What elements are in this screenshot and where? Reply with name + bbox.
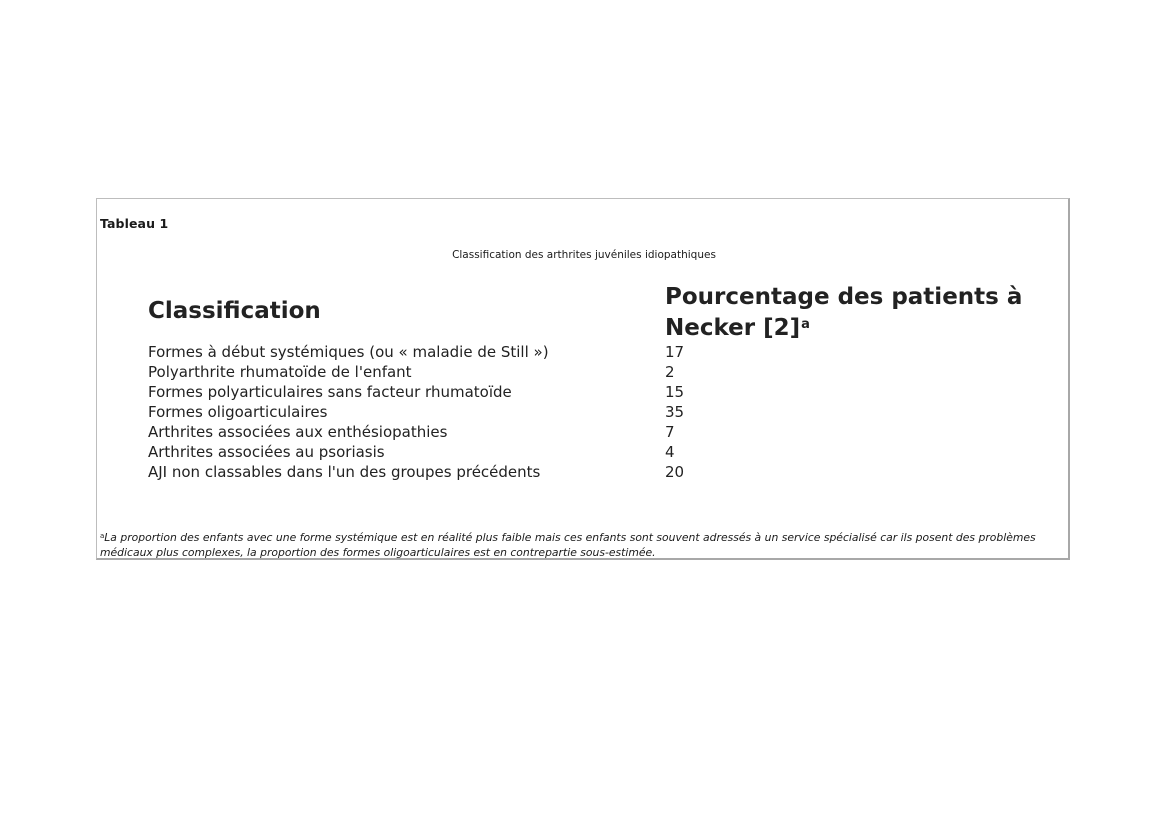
header-percentage-text: Pourcentage des patients à Necker [2] (665, 284, 1023, 341)
footnote-marker: a (100, 532, 105, 540)
percentage-cell: 20 (665, 463, 685, 481)
classification-cell: AJI non classables dans l'un des groupes précédents (148, 463, 541, 481)
table-frame (96, 198, 1070, 560)
table-row (148, 342, 1048, 362)
classification-cell: Formes oligoarticulaires (148, 403, 328, 421)
classification-cell: Arthrites associées aux enthésiopathies (148, 423, 448, 441)
classification-cell: Formes polyarticulaires sans facteur rhumatoïde (148, 383, 512, 401)
header-percentage (665, 282, 1045, 344)
table-label: Tableau 1 (100, 216, 169, 231)
percentage-cell: 4 (665, 443, 675, 461)
percentage-cell: 17 (665, 343, 685, 361)
table-row (148, 382, 1048, 402)
percentage-cell: 2 (665, 363, 675, 381)
table-row (148, 362, 1048, 382)
percentage-cell: 35 (665, 403, 685, 421)
header-footnote-marker: a (801, 317, 810, 332)
percentage-cell: 15 (665, 383, 685, 401)
classification-cell: Formes à début systémiques (ou « maladie de Still ») (148, 343, 549, 361)
footnote-text: La proportion des enfants avec une forme systémique est en réalité plus faible mais ces enfants sont souvent adressés à un service spécialisé car ils posent des problèmes médicaux plus complexes, la proportion des formes oligoarticulaires est en contrepartie sous-estimée. (100, 531, 1036, 559)
table-row (148, 402, 1048, 422)
table-row (148, 422, 1048, 442)
table-body (148, 342, 1048, 482)
table-caption: Classification des arthrites juvéniles idiopathiques (452, 249, 716, 261)
percentage-cell: 7 (665, 423, 675, 441)
table-row (148, 462, 1048, 482)
classification-cell: Arthrites associées au psoriasis (148, 443, 385, 461)
table-row (148, 442, 1048, 462)
header-classification: Classification (148, 298, 321, 324)
classification-cell: Polyarthrite rhumatoïde de l'enfant (148, 363, 412, 381)
table-footnote (100, 530, 1060, 560)
